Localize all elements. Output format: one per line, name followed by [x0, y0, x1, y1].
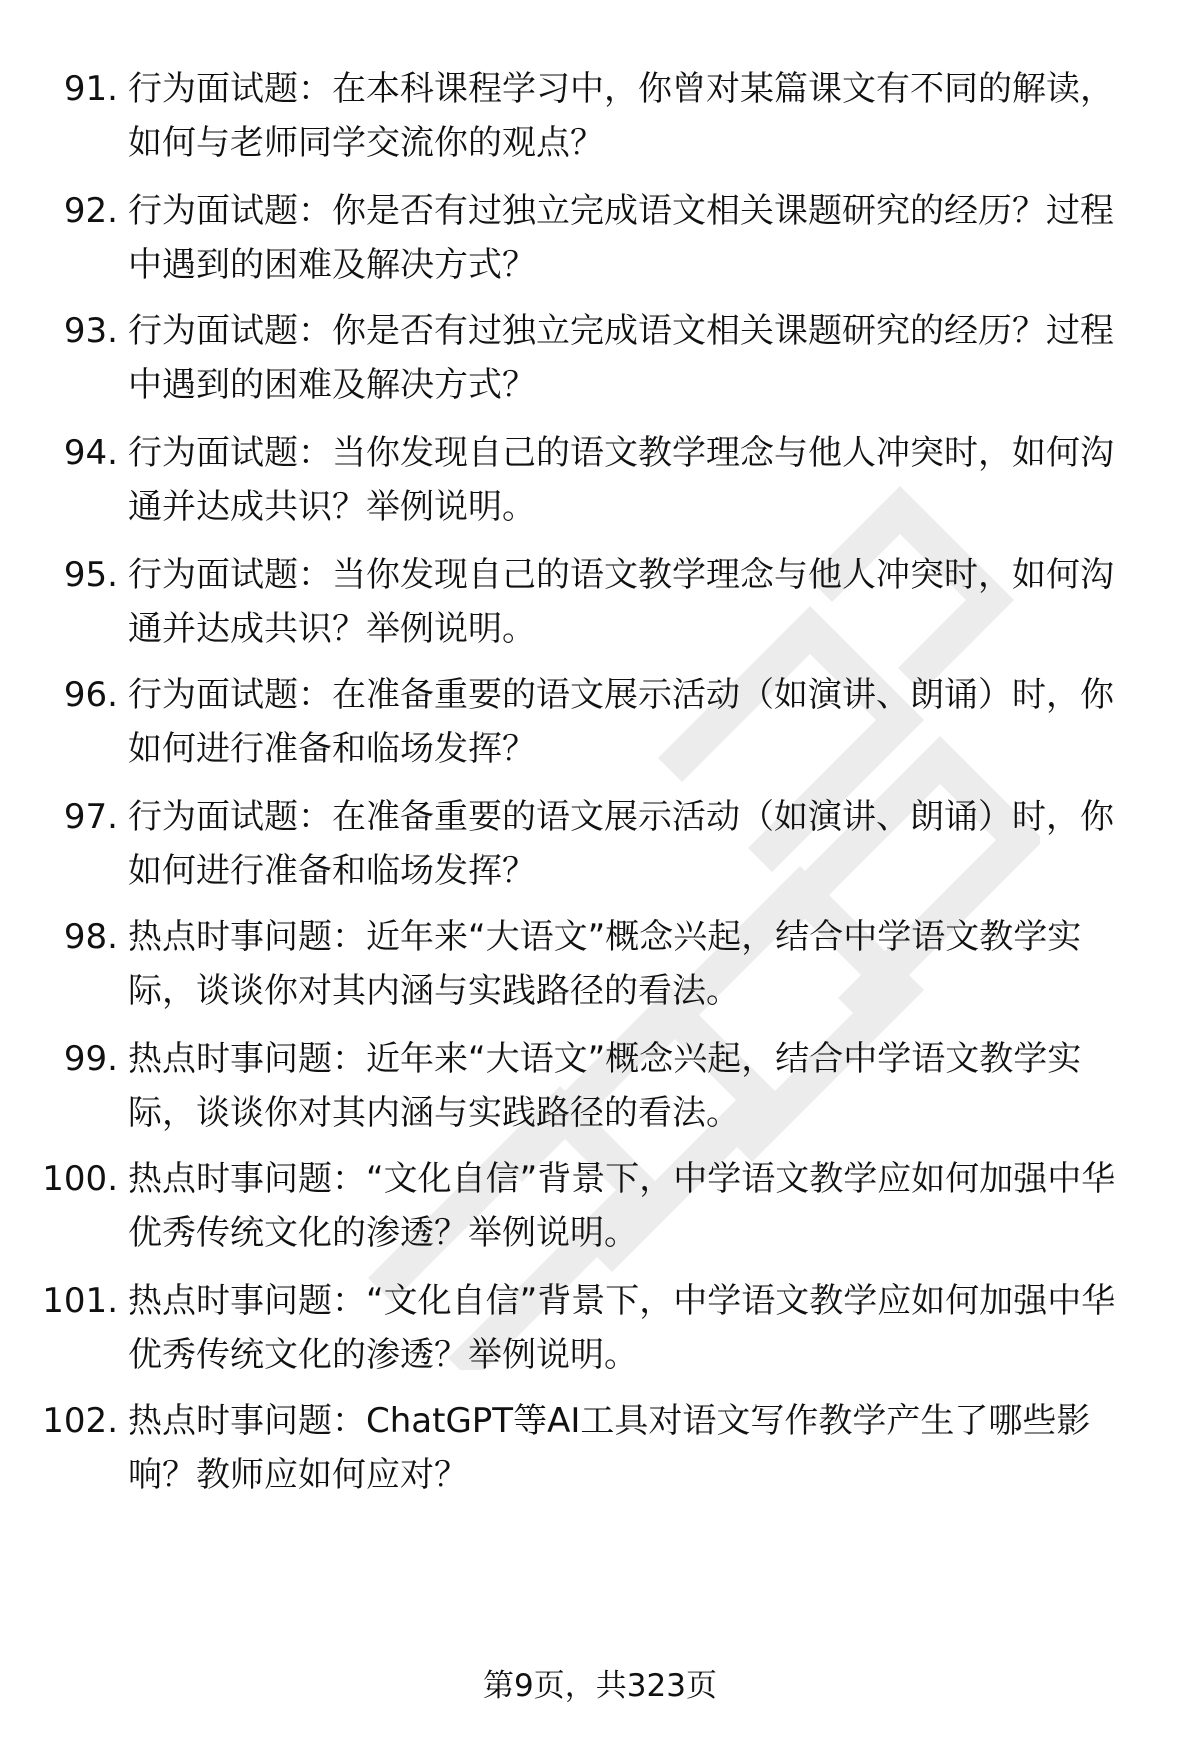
- question-text: 行为面试题：在准备重要的语文展示活动（如演讲、朗诵）时，你如何进行准备和临场发挥？: [128, 797, 1114, 891]
- question-number: 96.: [63, 675, 118, 715]
- question-text: 行为面试题：当你发现自己的语文教学理念与他人冲突时，如何沟通并达成共识？举例说明。: [128, 433, 1114, 527]
- question-number: 97.: [63, 797, 118, 837]
- question-item: [0, 668, 1200, 778]
- question-item: [0, 184, 1200, 294]
- question-text: 热点时事问题：“文化自信”背景下，中学语文教学应如何加强中华优秀传统文化的渗透？举例说明。: [128, 1281, 1116, 1375]
- question-item: [0, 548, 1200, 658]
- question-number: 102.: [42, 1401, 118, 1441]
- question-text: 行为面试题：在本科课程学习中，你曾对某篇课文有不同的解读，如何与老师同学交流你的观点？: [128, 69, 1114, 163]
- question-item: [0, 790, 1200, 900]
- question-item: [0, 1152, 1200, 1262]
- question-number: 91.: [63, 69, 118, 109]
- question-number: 94.: [63, 433, 118, 473]
- question-text: 热点时事问题：ChatGPT等AI工具对语文写作教学产生了哪些影响？教师应如何应对？: [128, 1401, 1091, 1495]
- question-item: [0, 62, 1200, 172]
- question-number: 99.: [63, 1039, 118, 1079]
- question-text: 行为面试题：你是否有过独立完成语文相关课题研究的经历？过程中遇到的困难及解决方式？: [128, 311, 1114, 405]
- question-text: 热点时事问题：“文化自信”背景下，中学语文教学应如何加强中华优秀传统文化的渗透？举例说明。: [128, 1159, 1116, 1253]
- question-text: 热点时事问题：近年来“大语文”概念兴起，结合中学语文教学实际，谈谈你对其内涵与实践路径的看法。: [128, 1039, 1082, 1133]
- question-text: 行为面试题：当你发现自己的语文教学理念与他人冲突时，如何沟通并达成共识？举例说明。: [128, 555, 1114, 649]
- question-number: 100.: [42, 1159, 118, 1199]
- question-text: 行为面试题：你是否有过独立完成语文相关课题研究的经历？过程中遇到的困难及解决方式？: [128, 191, 1114, 285]
- question-number: 101.: [42, 1281, 118, 1321]
- question-text: 热点时事问题：近年来“大语文”概念兴起，结合中学语文教学实际，谈谈你对其内涵与实践路径的看法。: [128, 917, 1082, 1011]
- question-text: 行为面试题：在准备重要的语文展示活动（如演讲、朗诵）时，你如何进行准备和临场发挥？: [128, 675, 1114, 769]
- question-number: 93.: [63, 311, 118, 351]
- question-number: 92.: [63, 191, 118, 231]
- question-number: 95.: [63, 555, 118, 595]
- question-item: [0, 426, 1200, 536]
- question-item: [0, 1274, 1200, 1384]
- question-number: 98.: [63, 917, 118, 957]
- question-item: [0, 1394, 1200, 1504]
- question-item: [0, 910, 1200, 1020]
- question-item: [0, 1032, 1200, 1142]
- question-item: [0, 304, 1200, 414]
- page-indicator: 第9页，共323页: [483, 1668, 717, 1704]
